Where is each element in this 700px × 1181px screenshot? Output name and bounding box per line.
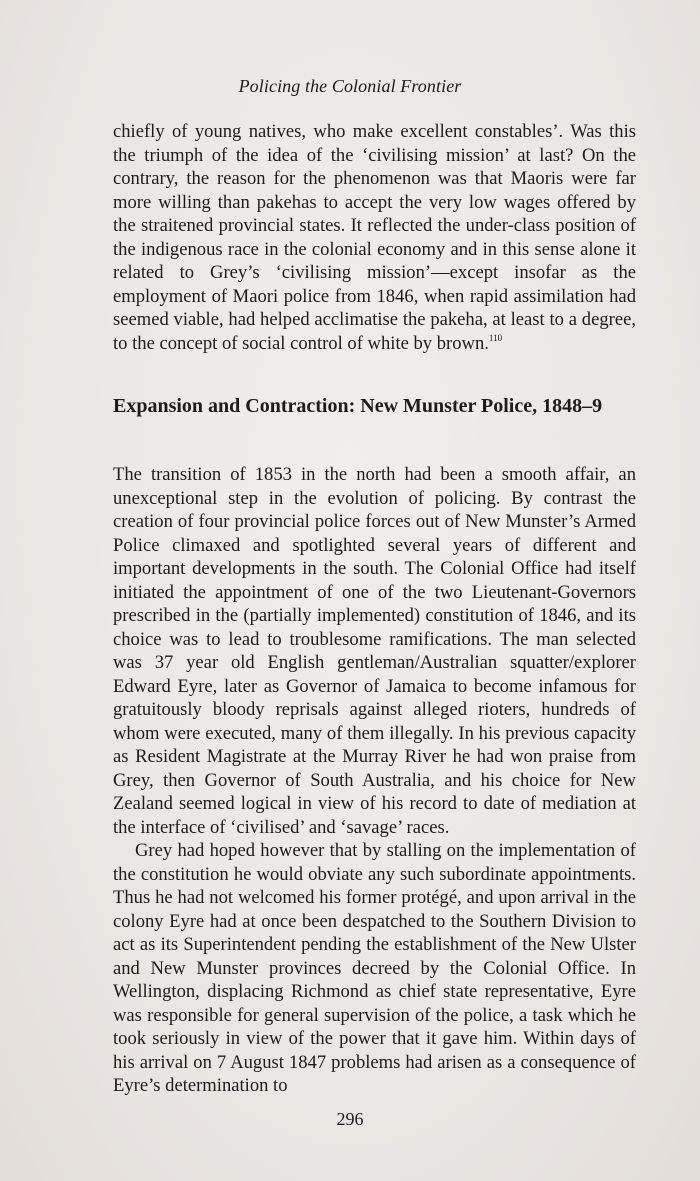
section-body (113, 463, 636, 1098)
opening-paragraph (113, 120, 636, 355)
opening-paragraph-text: chiefly of young natives, who make excellent constables’. Was this the triumph of the idea of the ‘civilising mission’ at last? On the contrary, the reason for the phenomenon was that Maoris were far more willing than pakehas to accept the very low wages offered by the straitened provincial states. It reflected the under-class position of the indigenous race in the colonial economy and in this sense alone it related to Grey’s ‘civilising mission’—except insofar as the employment of Maori police from 1846, when rapid assimilation had seemed viable, had helped acclimatise the pakeha, at least to a degree, to the concept of social control of white by brown. (113, 121, 636, 354)
paragraph-1: The transition of 1853 in the north had been a smooth affair, an unexceptional step in the evolution of policing. By contrast the creation of four provincial police forces out of New Munster’s Armed Police climaxed and spotlighted several years of different and important developments in the south. The Colonial Office had itself initiated the appointment of one of the two Lieutenant-Governors prescribed in the (partially implemented) constitution of 1846, and its choice was to lead to troublesome ramifications. The man selected was 37 year old English gentleman/Australian squatter/explorer Edward Eyre, later as Governor of Jamaica to become infamous for gratuitously bloody reprisals against alleged rioters, hundreds of whom were executed, many of them illegally. In his previous capacity as Resident Magistrate at the Murray River he had won praise from Grey, then Governor of South Australia, and his choice for New Zealand seemed logical in view of his record to date of mediation at the interface of ‘civilised’ and ‘savage’ races. (113, 464, 636, 838)
running-head: Policing the Colonial Frontier (238, 76, 462, 96)
opening-paragraph-block (113, 120, 636, 355)
page-number: 296 (336, 1109, 364, 1129)
section-heading: Expansion and Contraction: New Munster Police, 1848–9 (113, 395, 603, 417)
paragraph-2: Grey had hoped however that by stalling on the implementation of the constitution he would obviate any such subordinate appointments. Thus he had not welcomed his former protégé, and upon arrival in the colony Eyre had at once been despatched to the Southern Division to act as its Superintendent pending the establishment of the New Ulster and New Munster provinces decreed by the Colonial Office. In Wellington, displacing Richmond as chief state representative, Eyre was responsible for general supervision of the police, a task which he took seriously in view of the power that it gave him. Within days of his arrival on 7 August 1847 problems had arisen as a consequence of Eyre’s determination to (113, 840, 636, 1096)
footnote-reference[interactable]: 110 (488, 332, 503, 343)
